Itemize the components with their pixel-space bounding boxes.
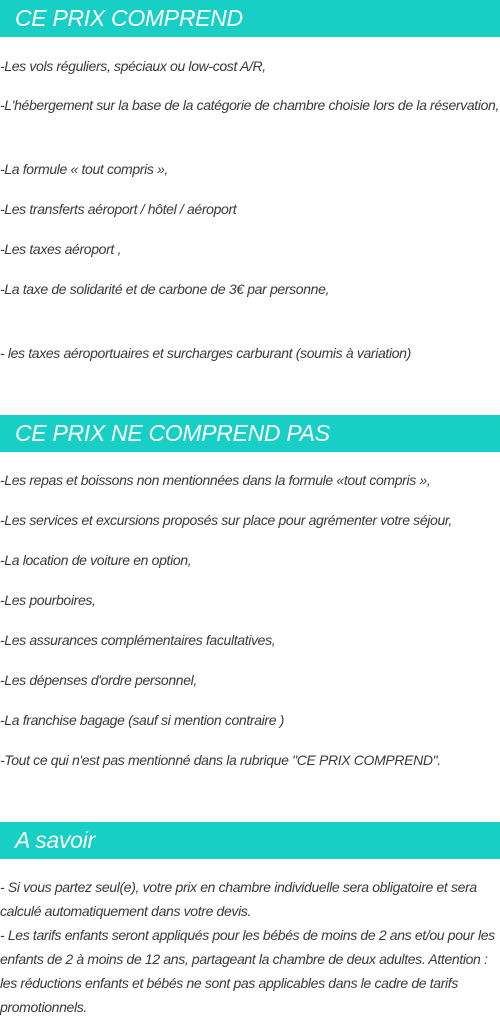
list-item: -L'hébergement sur la base de la catégorie de chambre choisie lors de la réservation, <box>0 97 499 113</box>
list-item: -La franchise bagage (sauf si mention contraire ) <box>0 712 285 728</box>
list-item: -Les repas et boissons non mentionnées dans la formule «tout compris », <box>0 472 431 488</box>
list-item: -Les dépenses d'ordre personnel, <box>0 672 197 688</box>
info-paragraph: - Si vous partez seul(e), votre prix en chambre individuelle sera obligatoire et sera calculé automatiquement dans votre devis. - Les tarifs enfants seront appliqués pour les bébés de moins de 2 ans et/ou pour les enfants de 2 à moins de 12 ans, partageant la chambre de deux adultes. Attention : les réductions enfants et bébés ne sont pas applicables dans le cadre de tarifs promotionnels. <box>0 879 495 1015</box>
list-item: -Les assurances complémentaires facultatives, <box>0 632 276 648</box>
list-item: -Les pourboires, <box>0 592 96 608</box>
list-item: -Tout ce qui n'est pas mentionné dans la rubrique "CE PRIX COMPREND". <box>0 752 441 768</box>
list-item: -Les taxes aéroport , <box>0 241 122 257</box>
section-title-price-includes: CE PRIX COMPREND <box>0 0 500 37</box>
list-item: -La formule « tout compris », <box>0 161 169 177</box>
list-item: -Les vols réguliers, spéciaux ou low-cost A/R, <box>0 58 266 74</box>
section-title-price-excludes: CE PRIX NE COMPREND PAS <box>0 415 500 452</box>
list-item: -Les transferts aéroport / hôtel / aéroport <box>0 201 237 217</box>
list-item: -La location de voiture en option, <box>0 552 192 568</box>
section-title-good-to-know: A savoir <box>0 822 500 859</box>
list-item: -Les services et excursions proposés sur place pour agrémenter votre séjour, <box>0 512 452 528</box>
list-item: -La taxe de solidarité et de carbone de 3€ par personne, <box>0 281 330 297</box>
list-item: - les taxes aéroportuaires et surcharges carburant (soumis à variation) <box>0 345 411 361</box>
